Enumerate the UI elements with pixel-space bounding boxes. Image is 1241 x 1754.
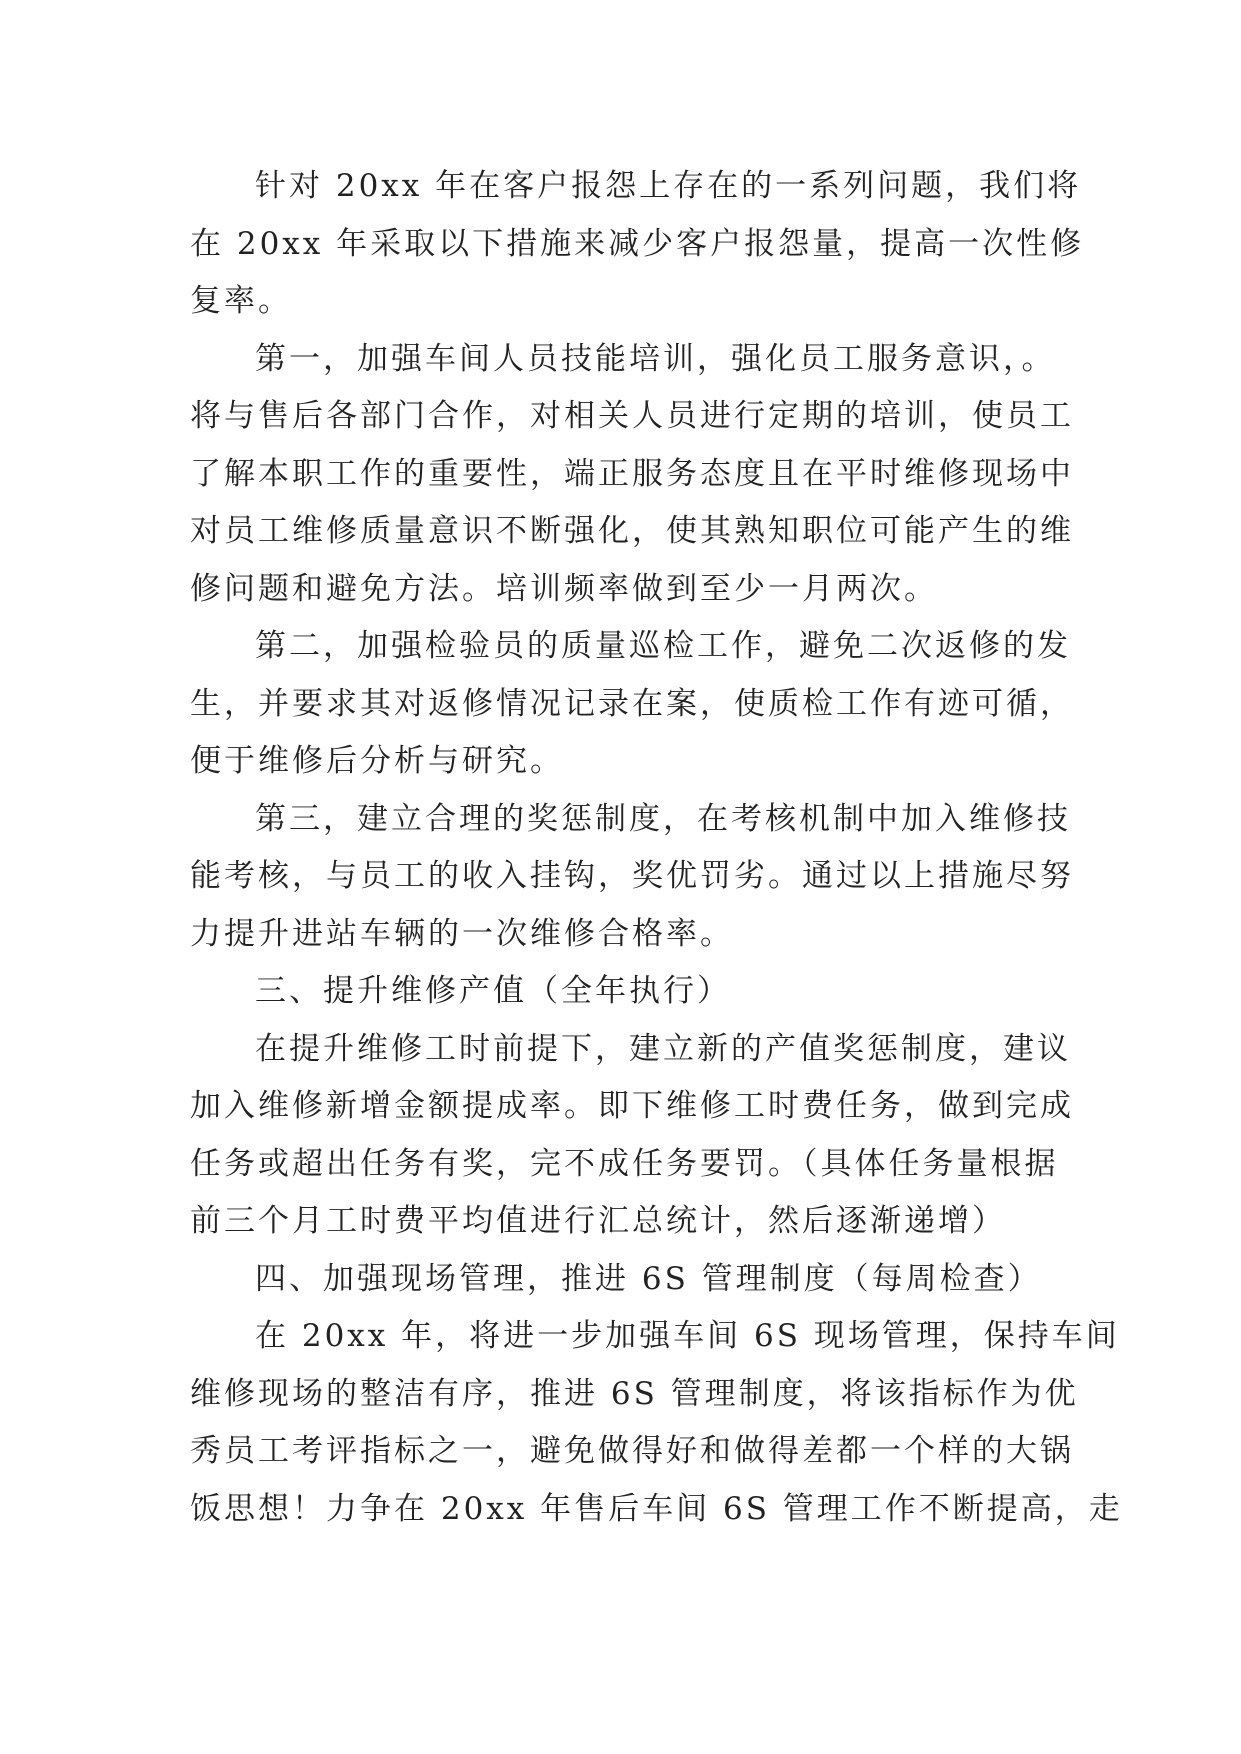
text-line: 针对 20xx 年在客户报怨上存在的一系列问题，我们将	[255, 168, 1082, 204]
text-line: 在 20xx 年，将进一步加强车间 6S 现场管理，保持车间	[255, 1318, 1120, 1354]
text-line: 维修现场的整洁有序，推进 6S 管理制度，将该指标作为优	[190, 1376, 1079, 1412]
text-line: 修问题和避免方法。培训频率做到至少一月两次。	[190, 571, 938, 607]
text-line: 在提升维修工时前提下，建立新的产值奖惩制度，建议	[255, 1031, 1071, 1067]
text-line: 第三，建立合理的奖惩制度，在考核机制中加入维修技	[255, 801, 1071, 837]
text-line: 能考核，与员工的收入挂钩，奖优罚劣。通过以上措施尽努	[190, 858, 1074, 894]
text-line: 便于维修后分析与研究。	[190, 743, 564, 779]
text-line: 复率。	[190, 283, 292, 319]
text-line: 第一，加强车间人员技能培训，强化员工服务意识，。	[255, 341, 1056, 377]
text-line: 第二，加强检验员的质量巡检工作，避免二次返修的发	[255, 628, 1071, 664]
text-line: 前三个月工时费平均值进行汇总统计，然后逐渐递增）	[190, 1203, 1006, 1239]
text-line: 了解本职工作的重要性，端正服务态度且在平时维修现场中	[190, 456, 1074, 492]
text-line: 饭思想！力争在 20xx 年售后车间 6S 管理工作不断提高，走	[190, 1491, 1123, 1527]
text-line: 在 20xx 年采取以下措施来减少客户报怨量，提高一次性修	[190, 226, 1085, 262]
text-line: 加入维修新增金额提成率。即下维修工时费任务，做到完成	[190, 1088, 1074, 1124]
text-line: 将与售后各部门合作，对相关人员进行定期的培训，使员工	[190, 398, 1074, 434]
section-heading: 三、提升维修产值（全年执行）	[255, 973, 731, 1009]
text-line: 对员工维修质量意识不断强化，使其熟知职位可能产生的维	[190, 513, 1074, 549]
text-line: 秀员工考评指标之一，避免做得好和做得差都一个样的大锅	[190, 1433, 1074, 1469]
section-heading: 四、加强现场管理，推进 6S 管理制度（每周检查）	[255, 1261, 1042, 1297]
text-line: 生，并要求其对返修情况记录在案，使质检工作有迹可循，	[190, 686, 1074, 722]
text-line: 任务或超出任务有奖，完不成任务要罚。（具体任务量根据	[190, 1146, 1059, 1182]
text-line: 力提升进站车辆的一次维修合格率。	[190, 916, 734, 952]
